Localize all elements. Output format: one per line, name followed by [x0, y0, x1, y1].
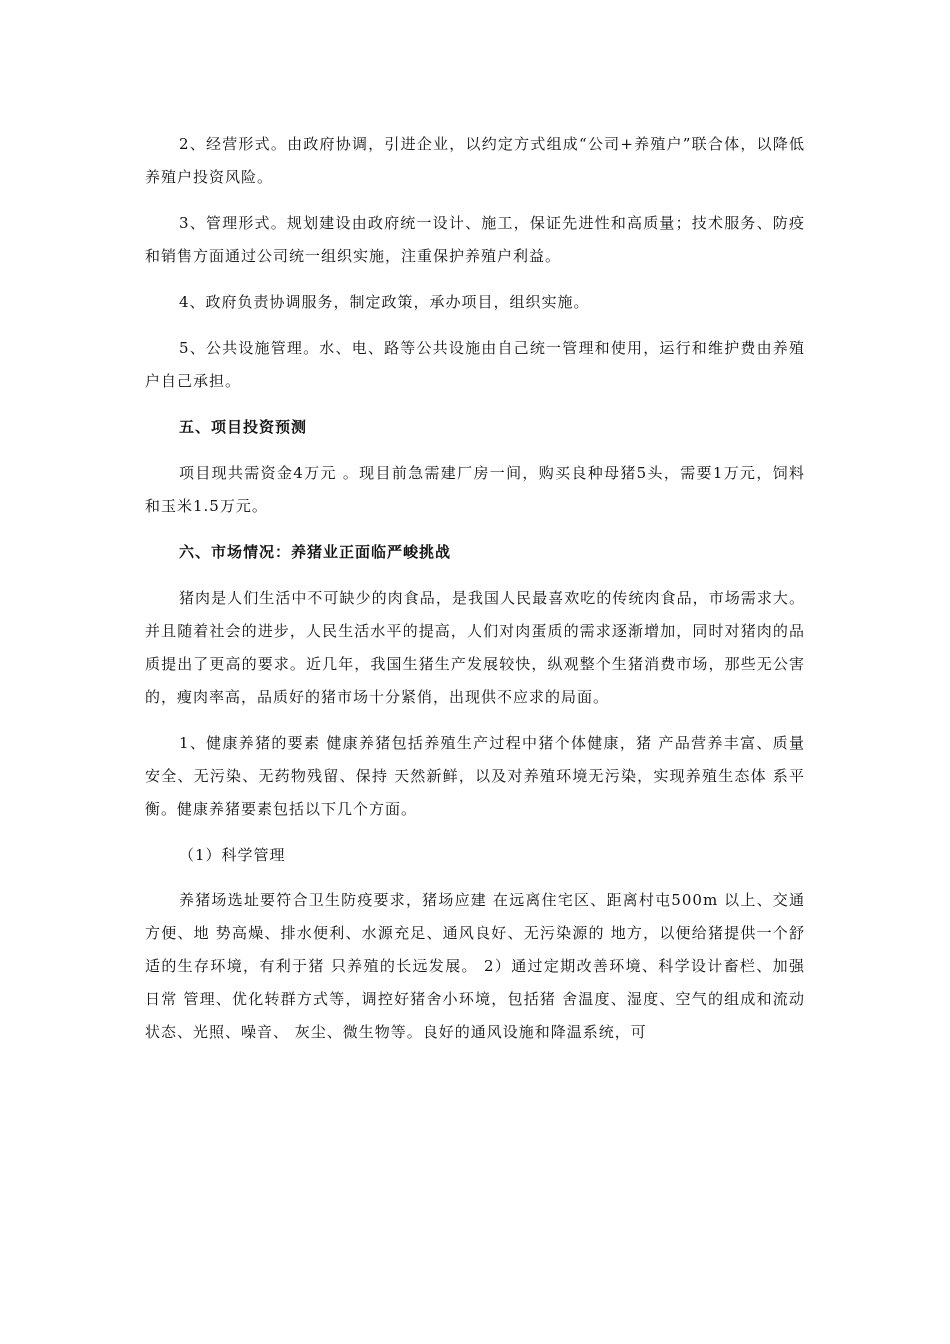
paragraph-management-form: 3、管理形式。规划建设由政府统一设计、施工，保证先进性和高质量；技术服务、防疫和销售方面通过公司统一组织实施，注重保护养殖户利益。	[145, 214, 805, 265]
paragraph-market-demand: 猪肉是人们生活中不可缺少的肉食品，是我国人民最喜欢吃的传统肉食品，市场需求大。并且随着社会的进步，人民生活水平的提高，人们对肉蛋质的需求逐渐增加，同时对猪肉的品质提出了更高的要求。近几年，我国生猪生产发展较快，纵观整个生猪消费市场，那些无公害的，瘦肉率高，品质好的猪市场十分紧俏，出现供不应求的局面。	[145, 589, 805, 706]
paragraph-business-form: 2、经营形式。由政府协调，引进企业，以约定方式组成“公司+养殖户”联合体，以降低养殖户投资风险。	[145, 135, 805, 186]
document-body	[145, 128, 805, 1062]
subheading-scientific-management: （1）科学管理	[179, 846, 286, 864]
paragraph-government-service: 4、政府负责协调服务，制定政策，承办项目，组织实施。	[179, 293, 590, 311]
section-heading-market: 六、市场情况：养猪业正面临严峻挑战	[179, 543, 452, 561]
section-heading-investment: 五、项目投资预测	[179, 418, 308, 436]
paragraph-healthy-pig-elements: 1、健康养猪的要素 健康养猪包括养殖生产过程中猪个体健康，猪 产品营养丰富、质量安全、无污染、无药物残留、保持 天然新鲜，以及对养殖环境无污染，实现养殖生态体 系平衡。健康养猪要素包括以下几个方面。	[145, 734, 805, 818]
paragraph-investment-forecast: 项目现共需资金4万元 。现目前急需建厂房一间，购买良种母猪5头，需要1万元，饲料和玉米1.5万元。	[145, 464, 805, 515]
paragraph-farm-site-selection: 养猪场选址要符合卫生防疫要求，猪场应建 在远离住宅区、距离村屯500m 以上、交通方便、地 势高燥、排水便利、水源充足、通风良好、无污染源的 地方，以便给猪提供一个舒适的生存环境，有利于猪 只养殖的长远发展。 2）通过定期改善环境、科学设计畜栏、加强日常 管理、优化转群方式等，调控好猪舍小环境，包括猪 舍温度、湿度、空气的组成和流动状态、光照、噪音、 灰尘、微生物等。良好的通风设施和降温系统，可	[145, 891, 805, 1041]
paragraph-public-facilities: 5、公共设施管理。水、电、路等公共设施由自己统一管理和使用，运行和维护费由养殖户自己承担。	[145, 339, 805, 390]
